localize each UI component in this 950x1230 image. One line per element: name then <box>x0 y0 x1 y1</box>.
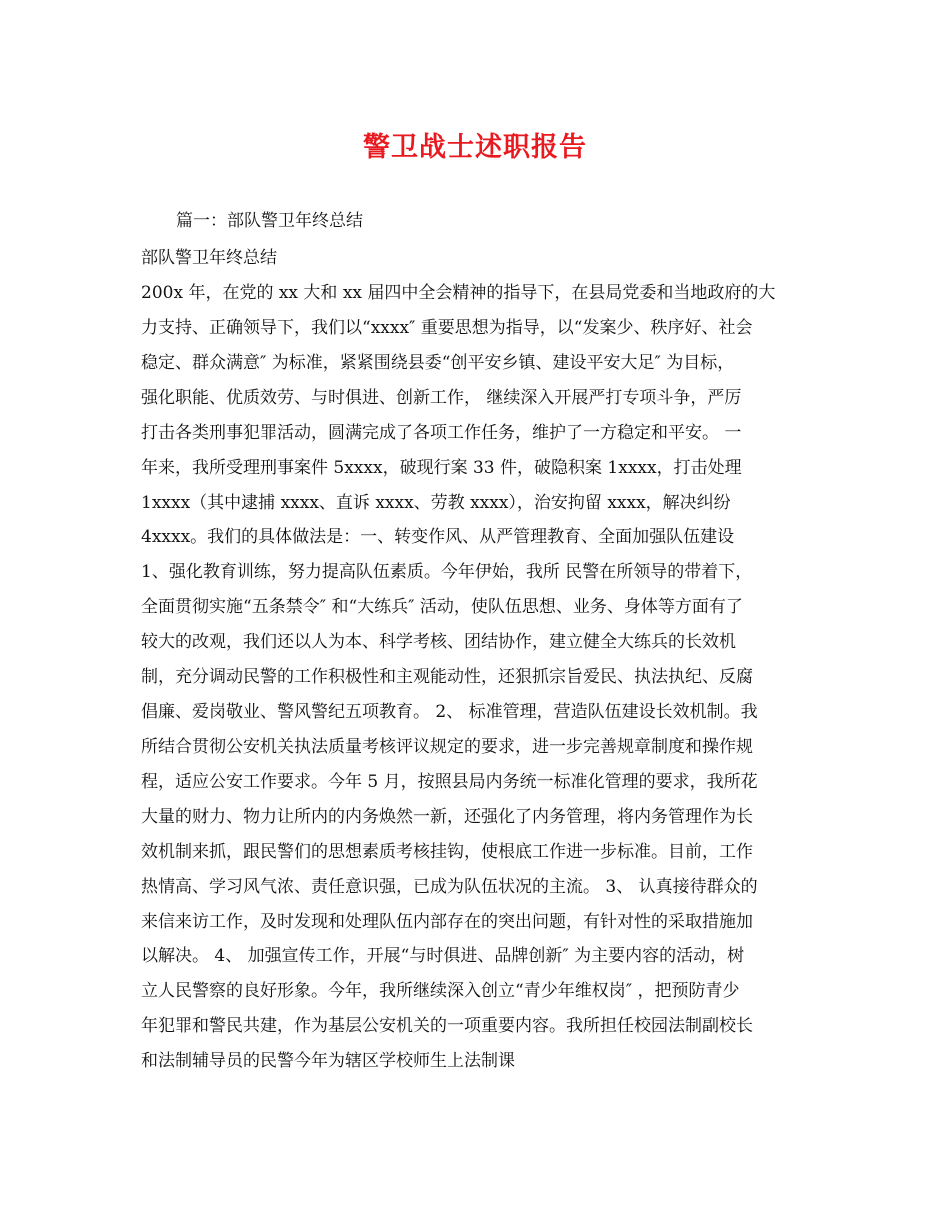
body-line: 1、强化教育训练，努力提高队伍素质。今年伊始，我所 民警在所领导的带着下， <box>141 562 753 582</box>
body-line: 200x 年，在党的 xx 大和 xx 届四中全会精神的指导下，在县局党委和当地政府的大 <box>141 283 776 303</box>
body-line: 立人民警察的良好形象。今年，我所继续深入创立“青少年维权岗″ ，把预防青少 <box>141 981 740 1001</box>
body-line: 力支持、正确领导下，我们以“xxxx″ 重要思想为指导，以“发案少、秩序好、社会 <box>141 318 753 338</box>
body-line: 以解决。 4、 加强宣传工作，开展“与时俱进、品牌创新″ 为主要内容的活动，树 <box>141 946 745 966</box>
body-line: 热情高、学习风气浓、责任意识强，已成为队伍状况的主流。 3、 认真接待群众的 <box>141 877 758 897</box>
body-line: 打击各类刑事犯罪活动，圆满完成了各项工作任务，维护了一方稳定和平安。 一 <box>141 423 742 443</box>
document-title: 警卫战士述职报告 <box>363 132 587 163</box>
body-line: 稳定、群众满意″ 为标准，紧紧围绕县委“创平安乡镇、建设平安大足″ 为目标， <box>141 353 735 373</box>
subheading: 部队警卫年终总结 <box>141 248 277 268</box>
body-line: 1xxxx（其中逮捕 xxxx、直诉 xxxx、劳教 xxxx），治安拘留 xxxx，解决纠纷 <box>141 493 731 513</box>
body-line: 效机制来抓，跟民警们的思想素质考核挂钩，使根底工作进一步标准。目前，工作 <box>141 842 753 862</box>
body-line: 倡廉、爱岗敬业、警风警纪五项教育。 2、 标准管理，营造队伍建设长效机制。我 <box>141 702 758 722</box>
body-line: 大量的财力、物力让所内的内务焕然一新，还强化了内务管理，将内务管理作为长 <box>141 807 753 827</box>
body-line: 和法制辅导员的民警今年为辖区学校师生上法制课 <box>141 1051 515 1071</box>
body-line: 强化职能、优质效劳、与时俱进、创新工作， 继续深入开展严打专项斗争，严厉 <box>141 388 742 408</box>
body-line: 较大的改观，我们还以人为本、科学考核、团结协作，建立健全大练兵的长效机 <box>141 632 736 652</box>
body-line: 年来，我所受理刑事案件 5xxxx，破现行案 33 件，破隐积案 1xxxx，打击处理 <box>141 458 742 478</box>
body-line: 全面贯彻实施“五条禁令″ 和“大练兵″ 活动，使队伍思想、业务、身体等方面有了 <box>141 597 743 617</box>
body-line: 年犯罪和警民共建，作为基层公安机关的一项重要内容。我所担任校园法制副校长 <box>141 1016 753 1036</box>
body-line: 程，适应公安工作要求。今年 5 月，按照县局内务统一标准化管理的要求，我所花 <box>141 772 758 792</box>
body-line: 来信来访工作，及时发现和处理队伍内部存在的突出问题，有针对性的采取措施加 <box>141 912 753 932</box>
body-line: 制，充分调动民警的工作积极性和主观能动性，还狠抓宗旨爱民、执法执纪、反腐 <box>141 667 753 687</box>
section-heading: 篇一：部队警卫年终总结 <box>176 211 363 231</box>
body-line: 4xxxx。我们的具体做法是：一、转变作风、从严管理教育、全面加强队伍建设 <box>141 527 735 547</box>
body-line: 所结合贯彻公安机关执法质量考核评议规定的要求，进一步完善规章制度和操作规 <box>141 737 753 757</box>
